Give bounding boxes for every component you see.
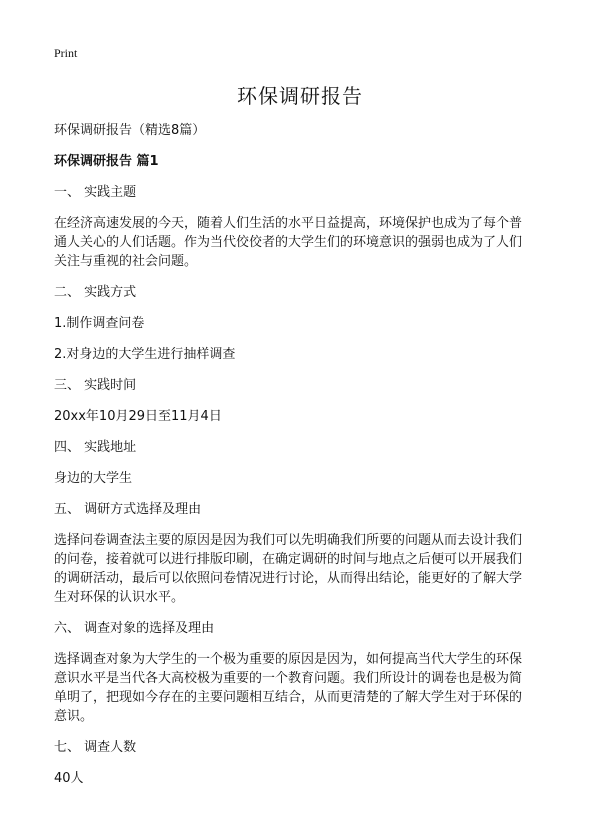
text-line: 身边的大学生	[54, 471, 133, 486]
paragraph-line: 通人关心的人们话题。作为当代佼佼者的大学生们的环境意识的强弱也成为了人们	[54, 235, 523, 250]
text-line: 20xx年10月29日至11月4日	[54, 409, 222, 424]
section-subheading: 二、 实践方式	[54, 285, 137, 300]
spacer	[54, 726, 548, 738]
spacer	[54, 364, 548, 376]
spacer	[54, 202, 548, 214]
spacer	[54, 302, 548, 314]
section-subheading: 六、 调查对象的选择及理由	[54, 621, 215, 636]
section-subheading: 五、 调研方式选择及理由	[54, 502, 202, 517]
spacer	[54, 488, 548, 500]
text-line: 1.制作调查问卷	[54, 316, 145, 331]
spacer	[54, 426, 548, 438]
document-body	[54, 121, 548, 788]
paragraph-line: 意识。	[54, 709, 94, 724]
spacer	[54, 333, 548, 345]
spacer	[54, 607, 548, 619]
paragraph-line: 的调研活动，最后可以依照问卷情况进行讨论，从而得出结论，能更好的了解大学	[54, 571, 523, 586]
spacer	[54, 638, 548, 650]
spacer	[54, 519, 548, 531]
paragraph-line: 意识水平是当代各大高校极为重要的一个教育问题。我们所设计的调卷也是极为简	[54, 671, 523, 686]
section-subheading: 四、 实践地址	[54, 440, 137, 455]
section-subheading: 七、 调查人数	[54, 740, 137, 755]
paragraph	[54, 531, 548, 607]
paragraph-line: 关注与重视的社会问题。	[54, 254, 198, 269]
document-items	[54, 171, 548, 788]
paragraph-line: 生对环保的认识水平。	[54, 590, 185, 605]
paragraph-line: 选择问卷调查法主要的原因是因为我们可以先明确我们所要的问题从而去设计我们	[54, 533, 523, 548]
page-title: 环保调研报告	[237, 84, 363, 108]
paragraph-line: 的问卷，接着就可以进行排版印刷，在确定调研的时间与地点之后便可以开展我们	[54, 552, 523, 567]
section-subheading: 三、 实践时间	[54, 378, 137, 393]
spacer	[54, 171, 548, 183]
paragraph-line: 在经济高速发展的今天，随着人们生活的水平日益提高，环境保护也成为了每个普	[54, 216, 523, 231]
spacer	[54, 140, 548, 152]
paragraph	[54, 214, 548, 271]
document-subtitle: 环保调研报告（精选8篇）	[54, 123, 206, 138]
paragraph-line: 选择调查对象为大学生的一个极为重要的原因是因为，如何提高当代大学生的环保	[54, 652, 523, 667]
spacer	[54, 395, 548, 407]
text-line: 2.对身边的大学生进行抽样调查	[54, 347, 236, 362]
spacer	[54, 457, 548, 469]
paragraph-line: 单明了，把现如今存在的主要问题相互结合，从而更清楚的了解大学生对于环保的	[54, 690, 523, 705]
print-link[interactable]: Print	[54, 46, 78, 60]
section-subheading: 一、 实践主题	[54, 185, 137, 200]
spacer	[54, 757, 548, 769]
paragraph	[54, 650, 548, 726]
section-heading: 环保调研报告 篇1	[54, 154, 159, 169]
text-line: 40人	[54, 771, 84, 786]
spacer	[54, 271, 548, 283]
